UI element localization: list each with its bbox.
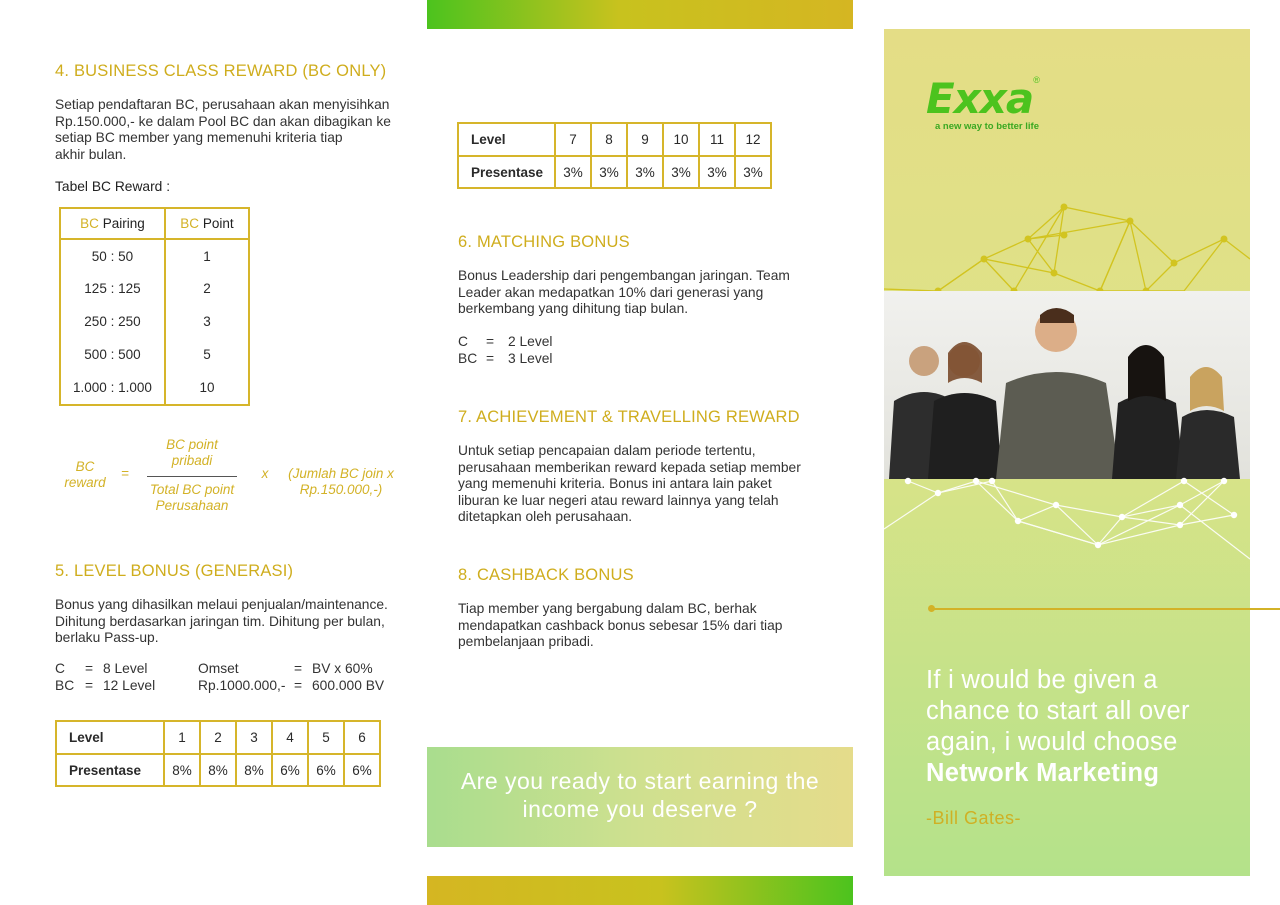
table-cell: 50 : 50 xyxy=(60,239,165,272)
section7-title: 7. ACHIEVEMENT & TRAVELLING REWARD xyxy=(458,408,800,426)
table-cell: 6% xyxy=(344,754,380,786)
team-photo xyxy=(884,291,1250,479)
section6-title: 6. MATCHING BONUS xyxy=(458,233,630,251)
paragraph-line: liburan ke luar negeri atau reward lainnya yang telah xyxy=(458,492,779,508)
level-row: C = 2 Level xyxy=(458,334,553,349)
formula-lhs: BC reward xyxy=(64,459,106,490)
table-cell: 3% xyxy=(555,156,591,188)
paragraph-line: mendapatkan cashback bonus sebesar 15% dari tiap xyxy=(458,617,783,633)
top-gradient-bar xyxy=(427,0,853,29)
section7-paragraph xyxy=(458,443,828,526)
paragraph-line: Tiap member yang bergabung dalam BC, berhak xyxy=(458,601,757,616)
table-row xyxy=(56,754,380,786)
table-cell: 10 xyxy=(663,123,699,156)
bc-table-header xyxy=(60,208,249,239)
section5-levels xyxy=(55,661,415,695)
table-cell: 6% xyxy=(308,754,344,786)
section4-paragraph xyxy=(55,97,415,163)
cta-text: Are you ready to start earning the income you deserve ? xyxy=(460,768,820,822)
table-row xyxy=(458,123,771,156)
paragraph-line: Setiap pendaftaran BC, perusahaan akan menyisihkan xyxy=(55,97,390,112)
paragraph-line: yang memenuhi kriteria. Bonus ini antara lain paket xyxy=(458,476,772,491)
paragraph-line: setiap BC member yang memenuhi kriteria tiap xyxy=(55,130,343,145)
table-cell: 3% xyxy=(591,156,627,188)
table-cell: Presentase xyxy=(458,156,555,188)
bc-point-header: BC Point xyxy=(165,208,249,239)
table-cell: 8 xyxy=(591,123,627,156)
section8-paragraph xyxy=(458,601,828,651)
paragraph-line: akhir bulan. xyxy=(55,146,127,162)
level-bonus-table-1 xyxy=(55,720,381,787)
table-cell: 1.000 : 1.000 xyxy=(60,371,165,405)
table-cell: 2 xyxy=(165,272,249,305)
table-cell: 6% xyxy=(272,754,308,786)
table-cell: Level xyxy=(56,721,164,754)
cta-banner xyxy=(427,747,853,847)
table-cell: 4 xyxy=(272,721,308,754)
table-row xyxy=(60,239,249,272)
table-row xyxy=(458,156,771,188)
section5-paragraph xyxy=(55,597,415,647)
table-cell: 6 xyxy=(344,721,380,754)
table-cell: 5 xyxy=(165,338,249,371)
decorative-line-extension xyxy=(1250,608,1280,610)
table-cell: Presentase xyxy=(56,754,164,786)
logo-wordmark: Exxa xyxy=(926,74,1034,123)
paragraph-line: Bonus yang dihasilkan melaui penjualan/maintenance. xyxy=(55,597,388,612)
quote-emphasis: Network Marketing xyxy=(926,759,1160,787)
section6-paragraph xyxy=(458,268,828,318)
fraction-bar xyxy=(147,476,237,477)
table-cell: 250 : 250 xyxy=(60,305,165,338)
paragraph-line: Rp.150.000,- ke dalam Pool BC dan akan dibagikan ke xyxy=(55,113,391,129)
bc-pairing-header: BC Pairing xyxy=(60,208,165,239)
paragraph-line: ditetapkan oleh perusahaan. xyxy=(458,509,633,524)
table-row xyxy=(56,721,380,754)
brand-logo: Exxa® a new way to better life xyxy=(926,75,1086,145)
line-dot-icon xyxy=(928,605,935,612)
table-cell: 125 : 125 xyxy=(60,272,165,305)
table-row xyxy=(60,338,249,371)
table-row xyxy=(60,305,249,338)
paragraph-line: perusahaan memberikan reward kepada setiap member xyxy=(458,459,801,475)
table-cell: 10 xyxy=(165,371,249,405)
paragraph-line: Bonus Leadership dari pengembangan jaringan. Team xyxy=(458,268,790,283)
section6-levels xyxy=(458,334,658,368)
table-cell: 8% xyxy=(236,754,272,786)
network-graphic-top xyxy=(884,199,1250,299)
formula-rhs: (Jumlah BC join x Rp.150.000,-) xyxy=(288,466,394,497)
table-cell: 3% xyxy=(663,156,699,188)
table-cell: 9 xyxy=(627,123,663,156)
formula-times: x xyxy=(261,466,269,481)
bottom-gradient-bar xyxy=(427,876,853,905)
logo-tagline: a new way to better life xyxy=(935,121,1039,132)
quote-text: If i would be given a chance to start all over again, i would choose Network Marketing xyxy=(926,665,1226,789)
bc-reward-formula xyxy=(55,435,415,520)
level-row: BC = 3 Level xyxy=(458,351,553,366)
bc-reward-table xyxy=(59,207,250,406)
table-cell: 500 : 500 xyxy=(60,338,165,371)
section8-title: 8. CASHBACK BONUS xyxy=(458,566,634,584)
paragraph-line: Leader akan medapatkan 10% dari generasi yang xyxy=(458,284,764,300)
bc-table-label: Tabel BC Reward : xyxy=(55,179,171,194)
table-cell: 3% xyxy=(735,156,771,188)
table-row xyxy=(60,371,249,405)
level-row: BC = 12 Level Rp.1000.000,- = 600.000 BV xyxy=(55,678,385,693)
paragraph-line: berkembang yang dihitung tiap bulan. xyxy=(458,301,689,316)
formula-numerator: BC point pribadi xyxy=(166,437,218,468)
level-row: C = 8 Level Omset = BV x 60% xyxy=(55,661,373,676)
level-bonus-table-2 xyxy=(457,122,772,189)
cover-panel xyxy=(884,29,1250,876)
network-graphic-bottom xyxy=(884,469,1250,569)
table-cell: 3 xyxy=(236,721,272,754)
formula-equals: = xyxy=(121,466,129,481)
business-team-image xyxy=(884,291,1250,479)
paragraph-line: Untuk setiap pencapaian dalam periode tertentu, xyxy=(458,443,756,458)
formula-denominator: Total BC point Perusahaan xyxy=(149,482,235,513)
table-cell: 3% xyxy=(699,156,735,188)
table-cell: 12 xyxy=(735,123,771,156)
section5-title: 5. LEVEL BONUS (GENERASI) xyxy=(55,562,294,580)
table-cell: 11 xyxy=(699,123,735,156)
section4-title: 4. BUSINESS CLASS REWARD (BC ONLY) xyxy=(55,62,387,80)
paragraph-line: berlaku Pass-up. xyxy=(55,630,159,645)
table-cell: 8% xyxy=(200,754,236,786)
paragraph-line: pembelanjaan pribadi. xyxy=(458,634,594,649)
table-row xyxy=(60,272,249,305)
table-cell: 2 xyxy=(200,721,236,754)
paragraph-line: Dihitung berdasarkan jaringan tim. Dihitung per bulan, xyxy=(55,613,385,629)
table-cell: 1 xyxy=(164,721,200,754)
table-cell: 5 xyxy=(308,721,344,754)
table-cell: 3 xyxy=(165,305,249,338)
table-cell: 7 xyxy=(555,123,591,156)
decorative-line xyxy=(930,608,1250,610)
table-cell: Level xyxy=(458,123,555,156)
table-cell: 8% xyxy=(164,754,200,786)
table-cell: 3% xyxy=(627,156,663,188)
quote-author: -Bill Gates- xyxy=(926,808,1022,828)
table-cell: 1 xyxy=(165,239,249,272)
